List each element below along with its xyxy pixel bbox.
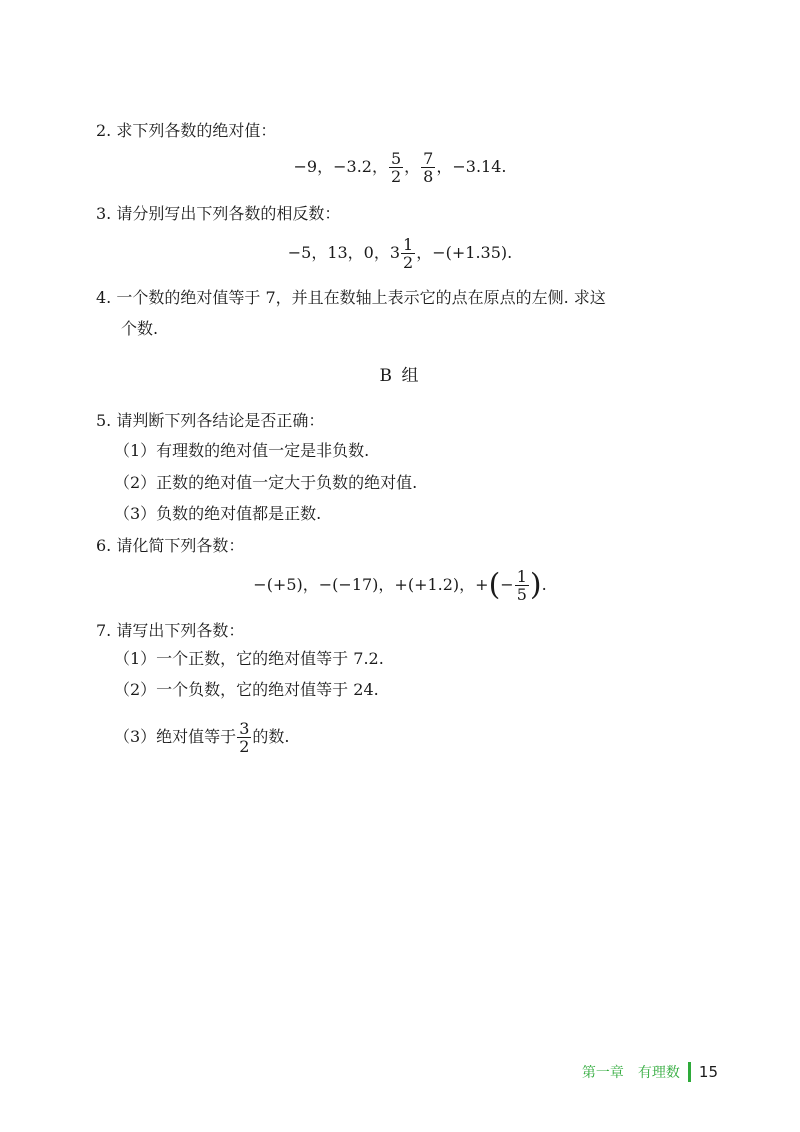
question-3-text: 3. 请分别写出下列各数的相反数：: [96, 204, 341, 223]
question-3-expression: [0, 236, 800, 271]
fraction-1-2: [401, 236, 415, 271]
question-6-expression: [0, 568, 800, 603]
q6-expr-start: −(+5)，−(−17)，+(+1.2)，+: [253, 575, 489, 594]
chapter-title: 第一章 有理数: [581, 1065, 680, 1081]
fraction-7-8: [421, 150, 435, 185]
question-7-text: 7. 请写出下列各数：: [96, 621, 245, 640]
question-7-item-3: [114, 720, 289, 755]
question-5-item-2: （2）正数的绝对值一定大于负数的绝对值.: [114, 473, 418, 492]
page-number: 15: [698, 1063, 718, 1081]
denominator: 2: [390, 167, 402, 186]
q7-item3-pre: （3）绝对值等于: [114, 727, 237, 746]
q6-expr-tail: .: [541, 575, 547, 594]
denominator: 2: [403, 253, 414, 272]
fraction-5-2: [389, 150, 403, 185]
question-5-item-3: （3）负数的绝对值都是正数.: [114, 504, 322, 523]
numerator: 1: [403, 235, 414, 254]
question-2-text: 2. 求下列各数的绝对值：: [96, 121, 277, 140]
fraction-3-2: [237, 720, 251, 755]
footer-divider: [688, 1062, 691, 1082]
question-6-text: 6. 请化简下列各数：: [96, 536, 245, 555]
q2-expr-tail: ，−3.14.: [436, 157, 507, 176]
numerator: 3: [239, 719, 250, 738]
page-footer: [582, 1060, 718, 1084]
question-4-line-2: 个数.: [121, 319, 159, 338]
right-paren: ): [529, 567, 542, 603]
denominator: 8: [423, 167, 434, 186]
numerator: 7: [423, 149, 434, 168]
q3-expr-tail: ，−(+1.35).: [416, 243, 513, 262]
question-7-item-1: （1）一个正数，它的绝对值等于 7.2.: [114, 649, 384, 668]
fraction-1-5: [515, 568, 529, 603]
numerator: 1: [516, 567, 527, 586]
minus-sign: −: [500, 575, 514, 594]
denominator: 5: [516, 585, 527, 604]
question-4-line-1: 4. 一个数的绝对值等于 7，并且在数轴上表示它的点在原点的左侧. 求这: [96, 288, 606, 307]
denominator: 2: [239, 737, 250, 756]
q2-expr-start: −9，−3.2，: [293, 157, 388, 176]
left-paren: (: [488, 567, 501, 603]
question-7-item-2: （2）一个负数，它的绝对值等于 24.: [114, 680, 379, 699]
q3-expr-start: −5，13，0，3: [287, 243, 401, 262]
question-2-expression: [0, 150, 800, 185]
question-5-item-1: （1）有理数的绝对值一定是非负数.: [114, 441, 370, 460]
numerator: 5: [390, 149, 402, 168]
q2-expr-sep: ，: [404, 157, 421, 176]
section-b-heading: B 组: [379, 366, 421, 386]
q7-item3-post: 的数.: [252, 727, 290, 746]
question-5-text: 5. 请判断下列各结论是否正确：: [96, 411, 325, 430]
